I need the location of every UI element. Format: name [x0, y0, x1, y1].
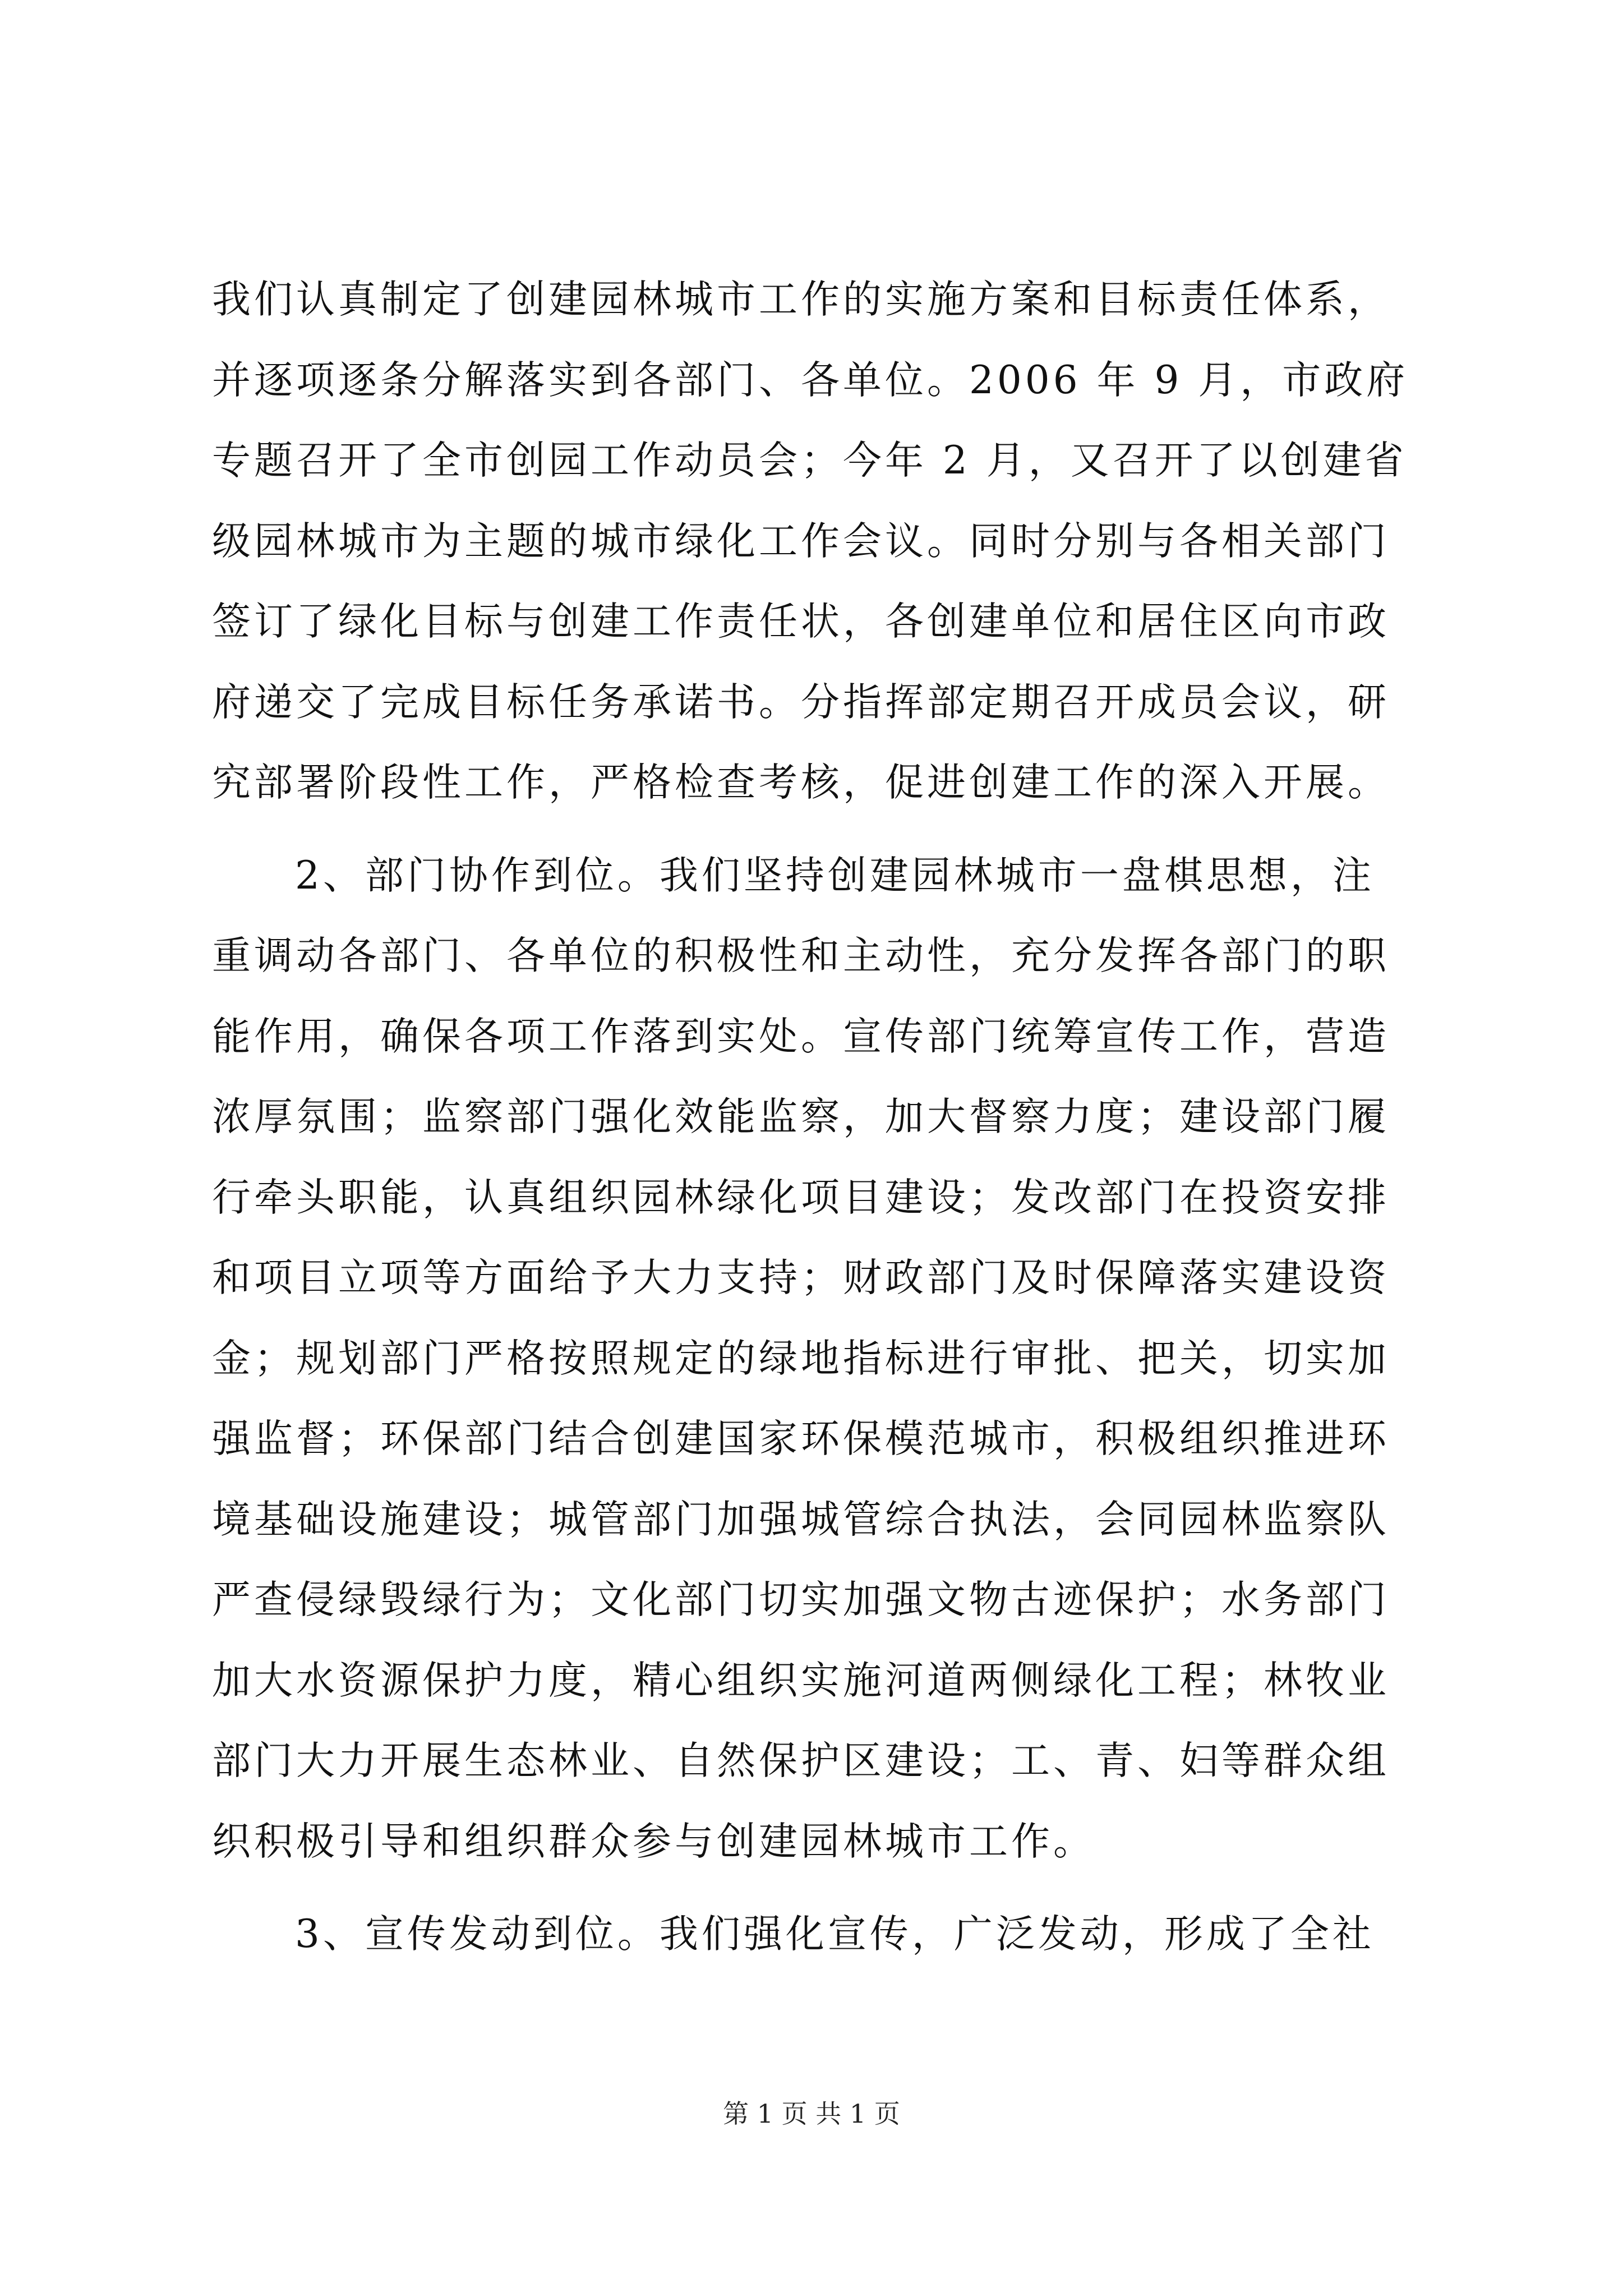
text-line: 金；规划部门严格按照规定的绿地指标进行审批、把关，切实加	[212, 1336, 1390, 1381]
text-line: 2、部门协作到位。我们坚持创建园林城市一盘棋思想，注	[295, 853, 1375, 898]
text-line: 我们认真制定了创建园林城市工作的实施方案和目标责任体系，	[212, 277, 1390, 322]
text-line: 签订了绿化目标与创建工作责任状，各创建单位和居住区向市政	[212, 599, 1390, 644]
text-line: 级园林城市为主题的城市绿化工作会议。同时分别与各相关部门	[212, 518, 1390, 564]
paragraph	[212, 1894, 1412, 1975]
text-line: 专题召开了全市创园工作动员会；今年 2 月，又召开了以创建省	[212, 438, 1407, 483]
text-line: 和项目立项等方面给予大力支持；财政部门及时保障落实建设资	[212, 1255, 1390, 1300]
text-line: 境基础设施建设；城管部门加强城管综合执法，会同园林监察队	[212, 1497, 1390, 1542]
text-line: 3、宣传发动到位。我们强化宣传，广泛发动，形成了全社	[295, 1912, 1375, 1957]
text-line: 重调动各部门、各单位的积极性和主动性，充分发挥各部门的职	[212, 933, 1390, 978]
page-footer: 第 1 页 共 1 页	[723, 2099, 900, 2129]
paragraph	[212, 260, 1412, 823]
paragraph-gap	[212, 823, 1412, 836]
text-line: 浓厚氛围；监察部门强化效能监察，加大督察力度；建设部门履	[212, 1094, 1390, 1139]
paragraph-gap	[212, 1882, 1412, 1894]
text-line: 府递交了完成目标任务承诺书。分指挥部定期召开成员会议，研	[212, 679, 1390, 725]
paragraph	[212, 836, 1412, 1883]
text-line: 部门大力开展生态林业、自然保护区建设；工、青、妇等群众组	[212, 1738, 1390, 1783]
text-line: 严查侵绿毁绿行为；文化部门切实加强文物古迹保护；水务部门	[212, 1577, 1390, 1622]
text-line: 强监督；环保部门结合创建国家环保模范城市，积极组织推进环	[212, 1416, 1390, 1461]
text-line: 并逐项逐条分解落实到各部门、各单位。2006 年 9 月，市政府	[212, 357, 1409, 403]
document-body	[212, 260, 1412, 1975]
text-line: 织积极引导和组织群众参与创建园林城市工作。	[212, 1819, 1095, 1864]
text-line: 加大水资源保护力度，精心组织实施河道两侧绿化工程；林牧业	[212, 1658, 1390, 1703]
text-line: 究部署阶段性工作，严格检查考核，促进创建工作的深入开展。	[212, 760, 1390, 805]
text-line: 能作用，确保各项工作落到实处。宣传部门统筹宣传工作，营造	[212, 1014, 1390, 1059]
text-line: 行牵头职能，认真组织园林绿化项目建设；发改部门在投资安排	[212, 1175, 1390, 1220]
